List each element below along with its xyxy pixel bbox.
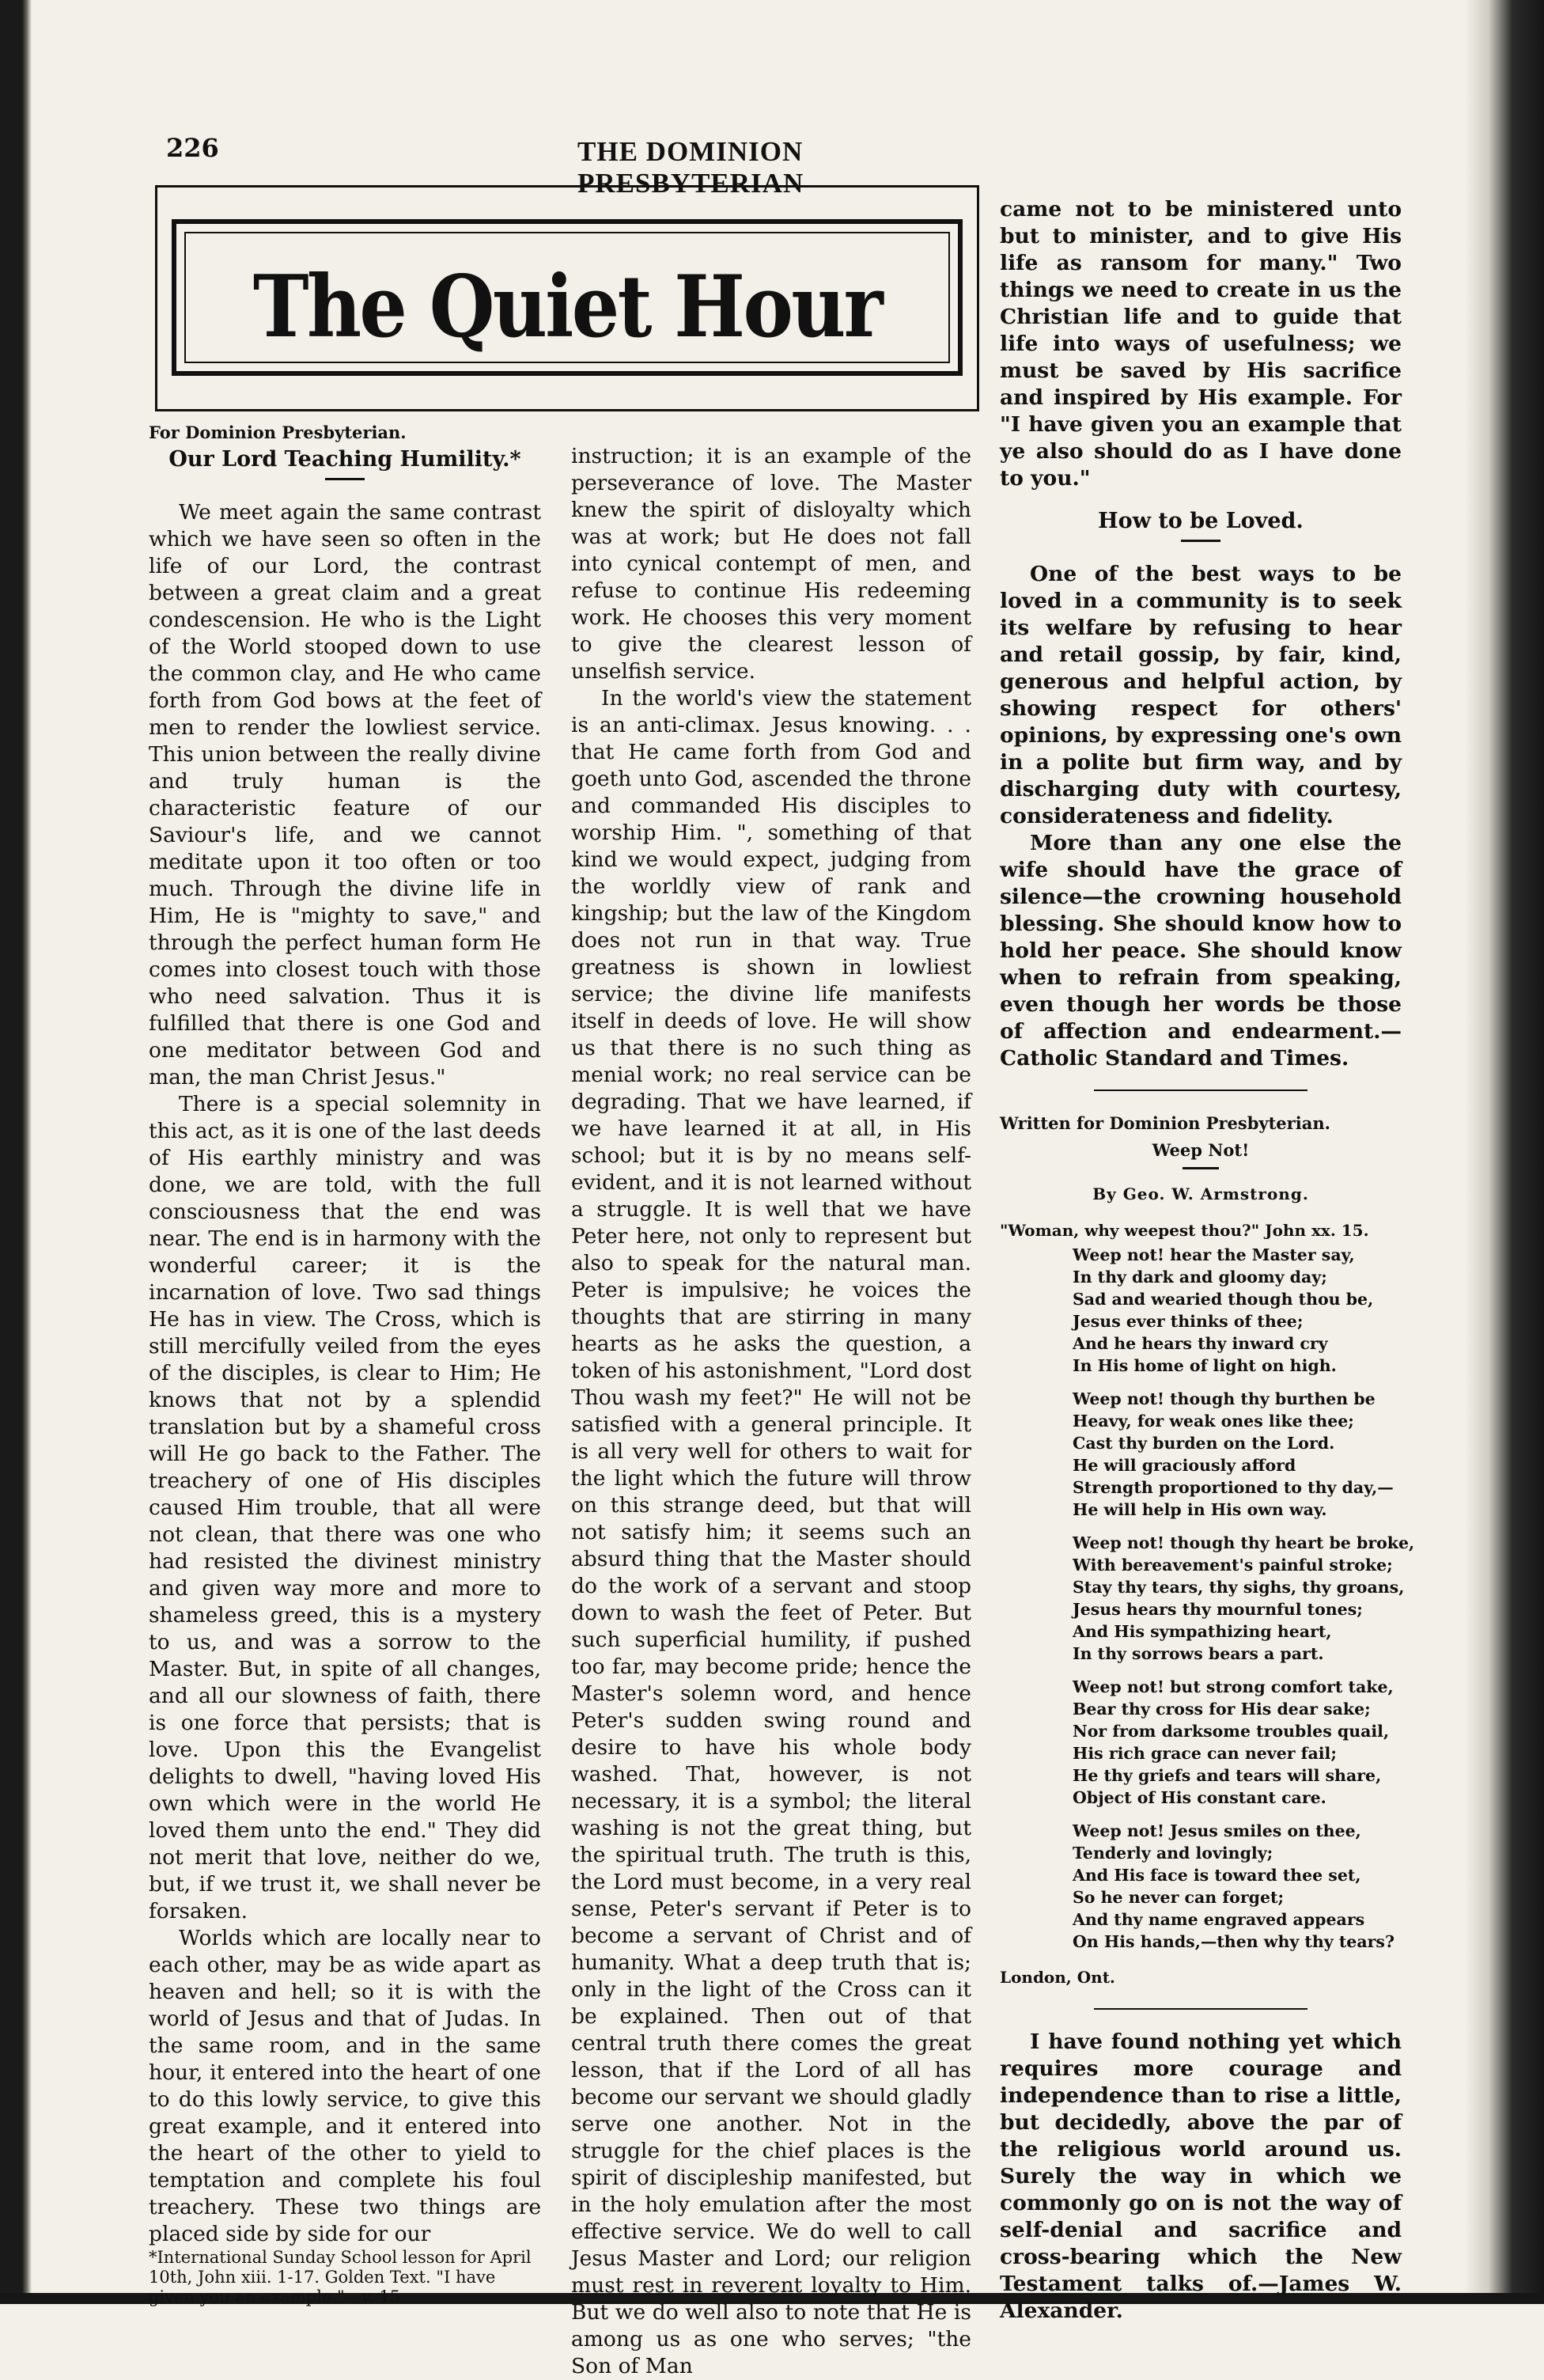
poem-line: Weep not! though thy burthen be	[1073, 1389, 1376, 1408]
poem-line: Weep not! hear the Master say,	[1073, 1245, 1355, 1264]
poem-title: Weep Not!	[1152, 1140, 1250, 1160]
poem-line: And His face is toward thee set,	[1073, 1866, 1361, 1885]
poem-line: Weep not! Jesus smiles on thee,	[1073, 1821, 1361, 1840]
poem-stanza	[1073, 1388, 1402, 1521]
paragraph: There is a special solemnity in this act, as it is one of the last deeds of His earthly ministry and was done, we are told, with the full consciousness that the end was near. The end is in harmony with the wonderful career; it is the incarnation of love. Two sad things He has in view. The Cross, which is still mercifully veiled from the eyes of the disciples, is clear to Him; He knows that not by a splendid translation but by a shameful cross will He go back to the Father. The treachery of one of His disciples caused Him trouble, that all were not clean, that there was one who had resisted the divinest ministry and given way more and more to shameless greed, this is a mystery to us, and was a sorrow to the Master. But, in spite of all changes, and all our slowness of faith, there is one force that persists; that is love. Upon this the Evangelist delights to dwell, "having loved His own which were in the world He loved them unto the end." They did not merit that love, neither do we, but, if we trust it, we shall never be forsaken.	[149, 1092, 541, 1923]
masthead	[155, 185, 979, 411]
poem-author: By Geo. W. Armstrong.	[1092, 1184, 1309, 1203]
poem-line: Bear thy cross for His dear sake;	[1073, 1700, 1371, 1719]
page-edge-right	[1465, 0, 1544, 2304]
column-2	[571, 443, 971, 2380]
poem-written-for: Written for Dominion Presbyterian.	[1000, 1113, 1330, 1133]
poem-line: Tenderly and lovingly;	[1073, 1844, 1273, 1863]
page-header	[150, 133, 997, 199]
poem-line: With bereavement's painful stroke;	[1073, 1556, 1393, 1575]
section-divider	[1094, 2008, 1307, 2010]
masthead-frame	[172, 219, 963, 376]
poem-stanza	[1073, 1244, 1402, 1377]
page-number: 226	[166, 133, 219, 163]
title-rule	[1181, 540, 1220, 542]
paragraph: We meet again the same contrast which we have seen so often in the life of our Lord, the contrast between a great claim and a great condescension. He who is the Light of the World stooped down to use the common clay, and He who came forth from God bows at the feet of men to render the lowliest service. This union between the really divine and truly human is the characteristic feature of our Saviour's life, and we cannot meditate upon it too often or too much. Through the divine life in Him, He is "mighty to save," and through the perfect human form He comes into closest touch with those who need salvation. Thus it is fulfilled that there is one God and one meditator between God and man, the man Christ Jesus."	[149, 500, 541, 1090]
paragraph: One of the best ways to be loved in a community is to seek its welfare by refusing to hear and retail gossip, by fair, kind, generous and helpful action, by showing respect for others' opinions, by expressing one's own in a polite but firm way, and by discharging duty with courtesy, considerateness and fidelity.	[1000, 562, 1402, 828]
lesson-title: Our Lord Teaching Humility.*	[168, 447, 521, 472]
masthead-inner-frame	[184, 232, 950, 363]
poem-line: He will help in His own way.	[1073, 1500, 1327, 1519]
poem-stanza	[1073, 1532, 1415, 1665]
poem-line: In thy dark and gloomy day;	[1073, 1268, 1327, 1287]
poem-line: Weep not! but strong comfort take,	[1073, 1677, 1394, 1696]
poem-epigraph: "Woman, why weepest thou?" John xx. 15.	[1000, 1221, 1369, 1240]
poem-line: Object of His constant care.	[1073, 1788, 1326, 1807]
poem-line: Sad and wearied though thou be,	[1073, 1290, 1374, 1309]
poem-line: Jesus hears thy mournful tones;	[1073, 1600, 1363, 1619]
paragraph: instruction; it is an example of the perseverance of love. The Master knew the spirit of disloyalty which was at work; but He does not fall into cynical contempt of men, and refuse to continue His redeeming work. He chooses this very moment to give the clearest lesson of unselfish service.	[571, 444, 971, 684]
poem-line: In His home of light on high.	[1073, 1356, 1337, 1375]
poem-place: London, Ont.	[1000, 1968, 1115, 1987]
poem-line: Heavy, for weak ones like thee;	[1073, 1412, 1354, 1431]
poem-line: And His sympathizing heart,	[1073, 1622, 1332, 1641]
poem-line: He thy griefs and tears will share,	[1073, 1766, 1382, 1785]
poem-line: Weep not! though thy heart be broke,	[1073, 1533, 1415, 1552]
footnote: *International Sunday School lesson for April 10th, John xiii. 1-17. Golden Text. "I have given you an example."—v. 15.	[149, 2248, 532, 2306]
column-1	[149, 419, 541, 2307]
lesson-byline: For Dominion Presbyterian.	[149, 423, 407, 442]
poem-line: In thy sorrows bears a part.	[1073, 1644, 1324, 1663]
poem-stanza	[1073, 1820, 1402, 1953]
poem-line: Strength proportioned to thy day,—	[1073, 1478, 1394, 1497]
page-edge-left	[0, 0, 32, 2304]
poem-rule	[1183, 1167, 1219, 1169]
paragraph: Worlds which are locally near to each other, may be as wide apart as heaven and hell; so it is with the world of Jesus and that of Judas. In the same room, and in the same hour, it entered into the heart of one to do this lowly service, to give this great example, and it entered into the heart of the other to yield to temptation and complete his foul treachery. These two things are placed side by side for our	[149, 1926, 541, 2246]
running-title: THE DOMINION PRESBYTERIAN	[577, 136, 804, 199]
paragraph: came not to be ministered unto but to minister, and to give His life as ransom for many." Two things we need to create in us the Christian life and to guide that life into ways of usefulness; we must be saved by His sacrifice and inspired by His example. For "I have given you an example that ye also should do as I have done to you."	[1000, 197, 1402, 491]
lesson-continuation	[1000, 196, 1402, 492]
poem-line: Cast thy burden on the Lord.	[1073, 1434, 1335, 1453]
section-divider	[1094, 1090, 1307, 1091]
poem-line: And he hears thy inward cry	[1073, 1334, 1328, 1353]
poem-line: And thy name engraved appears	[1073, 1910, 1365, 1929]
loved-title: How to be Loved.	[1098, 509, 1304, 533]
poem-line: On His hands,—then why thy tears?	[1073, 1932, 1395, 1951]
poem-line: His rich grace can never fail;	[1073, 1744, 1337, 1763]
poem-line: He will graciously afford	[1073, 1456, 1296, 1475]
column-3	[1000, 196, 1415, 2325]
poem-line: Stay thy tears, thy sighs, thy groans,	[1073, 1578, 1405, 1597]
closing-quote	[1000, 2029, 1402, 2325]
poem-stanza	[1073, 1676, 1402, 1809]
poem-line: So he never can forget;	[1073, 1888, 1285, 1907]
paragraph: In the world's view the statement is an anti-climax. Jesus knowing. . . that He came forth from God and goeth unto God, ascended the throne and commanded His disciples to worship Him. ", something of that kind we would expect, judging from the worldly view of rank and kingship; but the law of the Kingdom does not run in that way. True greatness is shown in lowliest service; the divine life manifests itself in deeds of love. He will show us that there is no such thing as menial work; no real service can be degrading. That we have learned, if we have learned it at all, in His school; but it is by no means self-evident, and it is not learned without a struggle. It is well that we have Peter here, not only to represent but also to speak for the natural man. Peter is impulsive; he voices the thoughts that are stirring in many hearts as he asks the question, a token of his astonishment, "Lord dost Thou wash my feet?" He will not be satisfied with a general principle. It is all very well for others to wait for the light which the future will throw on this strange deed, but that will not satisfy him; it seems such an absurd thing that the Master should do the work of a servant and stoop down to wash the feet of Peter. But such superficial humility, if pushed too far, may become pride; hence the Master's solemn word, and hence Peter's sudden swing round and desire to have his whole body washed. That, however, is not necessary, it is a symbol; the literal washing is not the great thing, but the spiritual truth. The truth is this, the Lord must become, in a very real sense, Peter's servant if Peter is to become a servant of Christ and of humanity. What a deep truth that is; only in the light of the Cross can it be explained. Then out of that central truth there comes the great lesson, that if the Lord of all has become our servant we should gladly serve one another. Not in the struggle for the chief places is the spirit of discipleship manifested, but in the holy emulation after the most effective service. We do well to call Jesus Master and Lord; our religion must rest in reverent loyalty to Him. But we do well also to note that He is among us as one who serves; "the Son of Man	[571, 686, 971, 2378]
poem-line: Jesus ever thinks of thee;	[1073, 1312, 1304, 1331]
masthead-title: The Quiet Hour	[252, 257, 882, 357]
paragraph: More than any one else the wife should have the grace of silence—the crowning household blessing. She should know how to hold her peace. She should know when to refrain from speaking, even though her words be those of affection and endearment.—Catholic Standard and Times.	[1000, 831, 1402, 1071]
title-rule	[325, 478, 365, 480]
paragraph: I have found nothing yet which requires more courage and independence than to rise a little, but decidedly, above the par of the religious world around us. Surely the way in which we commonly go on is not the way of self-denial and sacrifice and cross-bearing which the New Testament talks of.—James W. Alexander.	[1000, 2029, 1402, 2323]
poem-line: Nor from darksome troubles quail,	[1073, 1722, 1390, 1741]
loved-body	[1000, 561, 1402, 1072]
